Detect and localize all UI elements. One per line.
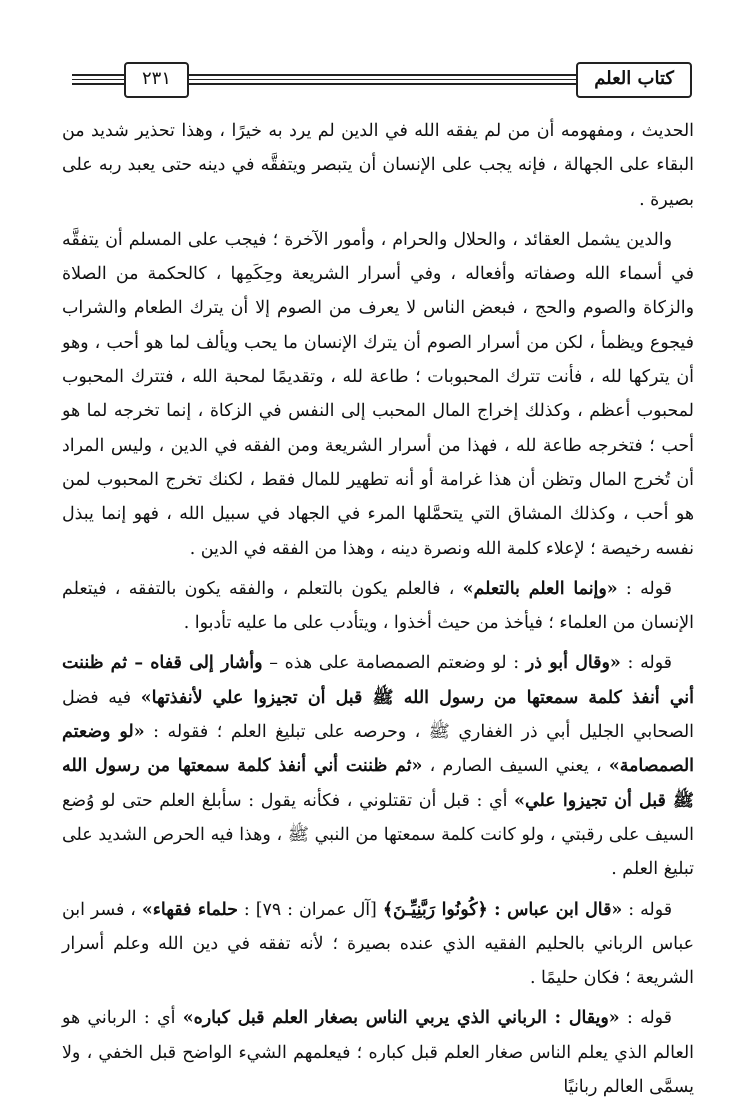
paragraph (62, 114, 694, 217)
page-body (62, 114, 694, 1110)
text-run: ، يعني السيف الصارم ، (422, 756, 609, 777)
page-header (72, 62, 692, 98)
text-run: قوله : (622, 899, 673, 920)
bold-quote: «ويقال : الرباني الذي يربي الناس بصغار العلم قبل كباره» (182, 1008, 620, 1029)
text-run: ، فالعلم يكون بالتعلم ، والفقه يكون بالتفقه ، فيتعلم الإنسان من العلماء ؛ فيأخذ من حيث أخذوا ، ويتأدب على ما عليه تأدبوا . (62, 578, 694, 634)
bold-quote: «وإنما العلم بالتعلم» (462, 578, 618, 599)
bold-quote: وأشار إلى قفاه – ثم ظننت أني أنفذ كلمة سمعتها من رسول الله ﷺ قبل أن تجيزوا علي لأنفذتها» (62, 653, 694, 708)
text-run: أي : الرباني هو العالم الذي يعلم الناس صغار العلم قبل كباره ؛ فيعلمهم الشيء الواضح قبل الخفي ، ولا يسمَّى العالم ربانيًا (62, 1008, 694, 1098)
bold-quote: «وقال أبو ذر (525, 653, 621, 674)
bold-quote: «لو وضعتم الصمصامة» (62, 722, 695, 777)
bold-quote: حلماء فقهاء» (141, 899, 238, 920)
paragraph (62, 572, 694, 641)
text-run: : لو وضعتم الصمصامة على هذه – (262, 653, 526, 674)
text-run: فيه فضل الصحابي الجليل أبي ذر الغفاري ﷺ ، وحرصه على تبليغ العلم ؛ فقوله : (62, 687, 694, 743)
page-number: ٢٣١ (124, 62, 189, 98)
text-run: أي : قبل أن تقتلوني ، فكأنه يقول : سأبلغ العلم حتى لو وُضع السيف على رقبتي ، ولو كانت كلمة سمعتها من النبي ﷺ ، وهذا فيه الحرص الشديد على تبليغ العلم . (62, 790, 694, 880)
text-run: قوله : (617, 578, 672, 599)
text-run: الحديث ، ومفهومه أن من لم يفقه الله في الدين لم يرد به خيرًا ، وهذا تحذير شديد من البقاء على الجهالة ، فإنه يجب على الإنسان أن يتبصر ويتفقَّه في دينه حتى يعبد ربه على بصيرة . (62, 121, 694, 210)
bold-quote: «قال ابن عباس : ﴿كُونُوا رَبَّنِيِّـنَ﴾ (382, 899, 623, 920)
text-run: قوله : (619, 1008, 672, 1029)
bold-quote: «ثم ظننت أني أنفذ كلمة سمعتها من رسول الله ﷺ قبل أن تجيزوا علي» (62, 756, 695, 811)
book-title: كتاب العلم (576, 62, 692, 98)
paragraph (62, 1001, 694, 1104)
paragraph (62, 893, 694, 996)
paragraph (62, 223, 694, 566)
text-run: [آل عمران : ٧٩] : (237, 899, 383, 920)
paragraph (62, 646, 694, 886)
text-run: والدين يشمل العقائد ، والحلال والحرام ، وأمور الآخرة ؛ فيجب على المسلم أن يتفقَّه في أسماء الله وصفاته وأفعاله ، وفي أسرار الشريعة وحِكَمِها ، كالحكمة من الصلاة والزكاة والصوم والحج ، فبعض الناس لا يعرف من الصوم إلا أن يترك الطعام والشراب فيجوع ويظمأ ، لكن من أسرار الصوم أن يترك الإنسان ما يحب ويألف لما هو أحب ، وهو أن يتركها لله ، فأنت تترك المحبوبات ؛ طاعة لله ، وتقديمًا لمحبة الله ، فتترك المحبوب لمحبوب أعظم ، وكذلك إخراج المال المحبب إلى النفس في الزكاة ، إنما تخرجه لما هو أحب ؛ فتخرجه طاعة لله ، فهذا من أسرار الشريعة ومن الفقه في الدين ، وليس المراد أن تُخرج المال وتظن أن هذا غرامة أو أنه تطهير للمال فقط ، لكنك تخرج المحبوب لمن هو أحب ، وكذلك المشاق التي يتحمَّلها المرء في الجهاد في سبيل الله ، فهو إنما يبذل نفسه رخيصة ؛ لإعلاء كلمة الله ونصرة دينه ، وهذا من الفقه في الدين . (62, 229, 694, 559)
text-run: قوله : (620, 653, 672, 674)
text-run: ، فسر ابن عباس الرباني بالحليم الفقيه الذي عنده بصيرة ؛ لأنه تفقه في دين الله وعلم أسرار الشريعة ؛ فكان حليمًا . (62, 899, 694, 989)
